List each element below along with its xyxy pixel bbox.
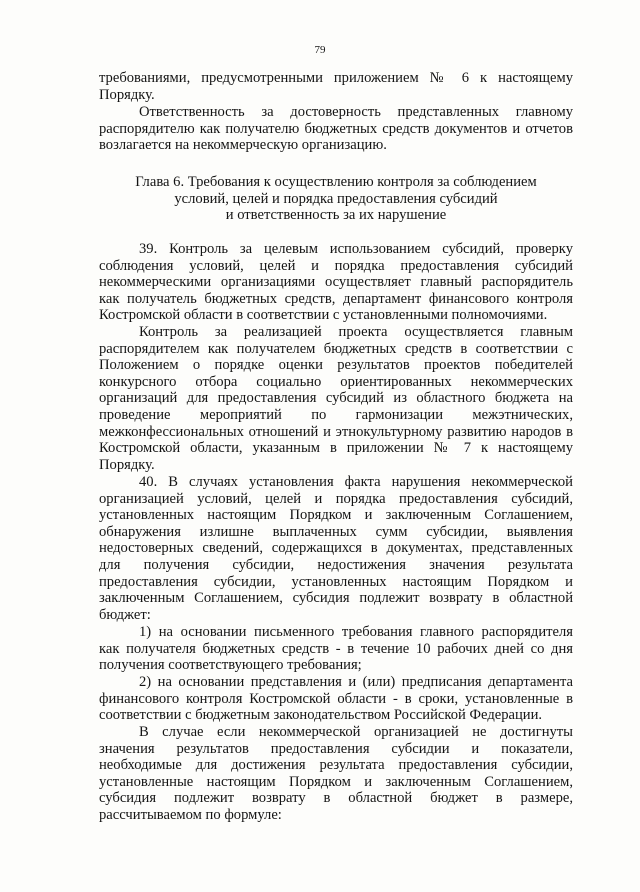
list-item-1 [99,624,573,674]
text-line: В случае если некоммерческой организацией не достигнуты [139,724,573,740]
text-line: субсидия подлежит возврату в областной бюджет в размере, [99,790,573,807]
text-line: Порядку. [99,86,155,103]
text-line: распорядителем как получателем бюджетных средств в соответствии с [99,340,573,357]
text-line: требованиями, предусмотренными приложением № 6 к настоящему [99,70,573,86]
heading-line: Глава 6. Требования к осуществлению контроля за соблюдением [135,174,537,190]
list-item-2 [99,674,573,724]
text-line: Порядку. [99,456,155,473]
text-line: Положением о порядке оценки результатов проектов победителей [99,357,573,374]
text-line: Ответственность за достоверность представленных главному [139,104,573,120]
text-line: заключенным Соглашением, субсидия подлежит возврату в областной [99,590,573,607]
text-line: необходимые для достижения результата предоставления субсидии, [99,757,573,774]
text-line: организаций для предоставления субсидий из областного бюджета на [99,390,573,407]
text-line: как получатель бюджетных средств, департамент финансового контроля [99,290,573,307]
text-line: конкурсного отбора социально ориентированных некоммерческих [99,373,573,390]
text-line: 2) на основании представления и (или) предписания департамента [139,674,573,690]
text-line: установленные настоящим Порядком и заключенным Соглашением, [99,773,573,790]
top-paragraph-2 [99,104,573,154]
text-line: получения соответствующего требования; [99,657,362,674]
heading-line: условий, целей и порядка предоставления субсидий [174,190,498,207]
paragraph-40 [99,474,573,623]
heading-line: и ответственность за их нарушение [225,207,447,224]
text-line: рассчитываемом по формуле: [99,806,282,823]
text-line: 40. В случаях установления факта нарушения некоммерческой [139,474,573,490]
text-line: 1) на основании письменного требования главного распорядителя [139,624,573,640]
text-line: организацией условий, целей и порядка предоставления субсидий, [99,490,573,507]
text-line: проведение мероприятий по гармонизации межэтнических, [99,406,573,423]
text-line: Костромской области в соответствии с установленными полномочиями. [99,307,548,324]
text-line: значения результатов предоставления субсидии и показатели, [99,740,573,757]
text-line: 39. Контроль за целевым использованием субсидий, проверку [139,241,573,257]
chapter-heading [99,174,573,224]
text-line: возлагается на некоммерческую организацию. [99,137,387,154]
text-line: предоставления субсидии, установленных настоящим Порядком и [99,573,573,590]
text-line: некоммерческими организациями осуществляет главный распорядитель [99,274,573,291]
text-line: Костромской области, указанным в приложении № 7 к настоящему [99,440,573,457]
text-line: соответствии с бюджетным законодательством Российской Федерации. [99,707,543,724]
text-line: Контроль за реализацией проекта осуществляется главным [139,324,573,340]
text-line: недостоверных сведений, содержащихся в документах, представленных [99,540,573,557]
text-line: финансового контроля Костромской области - в сроки, установленные в [99,690,573,707]
text-line: обнаружения излишне выплаченных сумм субсидии, выявления [99,523,573,540]
top-paragraph-1 [99,70,573,103]
text-line: для получения субсидии, недостижения значения результата [99,556,573,573]
text-line: установленных настоящим Порядком и заключенным Соглашением, [99,507,573,524]
text-line: как получателя бюджетных средств - в течение 10 рабочих дней со дня [99,640,573,657]
text-line: распорядителю как получателю бюджетных средств документов и отчетов [99,120,573,137]
paragraph-control [99,324,573,473]
text-line: межконфессиональных отношений и этнокультурному развитию народов в [99,423,573,440]
text-line: бюджет: [99,606,151,623]
page-number: 79 [314,44,326,56]
text-line: соблюдения условий, целей и порядка предоставления субсидий [99,257,573,274]
paragraph-39 [99,241,573,324]
paragraph-formula-intro [99,724,573,824]
